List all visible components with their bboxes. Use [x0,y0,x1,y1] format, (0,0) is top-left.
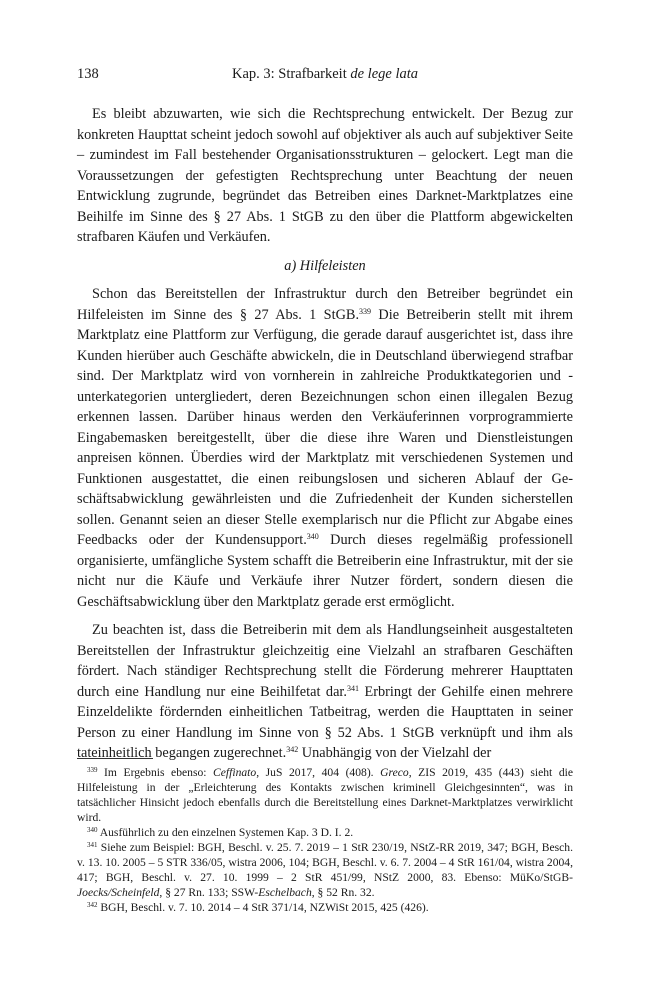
footnote-342 [77,900,573,915]
footnote-ref-342[interactable]: 342 [286,745,299,754]
footnote-number: 339 [87,766,98,774]
running-title-italic: de lege lata [350,66,419,82]
footnote-text: , JuS 2017, 404 (408). [256,766,381,779]
footnote-divider [77,758,153,759]
author-name: Ceffinato [213,766,257,779]
footnote-text: Im Ergebnis ebenso: [97,766,214,779]
running-title-text: Kap. 3: Strafbarkeit [231,66,347,82]
running-title [77,66,573,83]
author-name: Greco [380,766,409,779]
footnote-number: 341 [87,841,98,849]
main-text [77,104,573,764]
footnote-ref-341[interactable]: 341 [346,683,359,693]
paragraph-2-part-c: Durch dieses regelmäßig professionell organisierte, umfängliche System schafft die Betreiberin eine Infrastruktur, mit der sie nicht nur die Käufe und Verkäufe ihrer Nutzer fördert, sondern diesen die Geschäftsabwicklung über den Marktplatz gerade erst ermöglicht. [77,532,574,610]
author-name: Joecks/Scheinfeld [77,886,160,899]
paragraph-3-part-c: Unabhängig von der Vielzahl der [298,745,492,761]
footnote-339 [77,765,573,825]
footnote-text: , § 27 Rn. 133; SSW- [159,886,259,899]
footnote-ref-339[interactable]: 339 [359,306,372,316]
footnote-text: BGH, Beschl. v. 7. 10. 2014 – 4 StR 371/14, NZWiSt 2015, 425 (426). [97,901,429,914]
paragraph-3-part-a: Zu beachten ist, dass die Betreiberin mit dem als Handlungseinheit ausgestalteten Bereitstellen der Infrastruktur gleichzeitig eine Vielzahl an strafbaren Geschäften fördert. Nach ständiger Rechtsprechung stellt die Förderung mehrerer Haupttaten durch eine Handlung nur eine Beihilfetat dar. [77,622,573,700]
paragraph-3 [77,620,573,764]
paragraph-3-part-b: Erbringt der Gehilfe einen mehrere Einzeldelikte fördernden einheitlichen Tatbeitrag, werden die Haupttaten in seiner Person zu einer Handlung im Sinne von § 52 Abs. 1 StGB verknüpft und ihm als tateinheitlich begangen zugerechnet. [77,683,573,761]
footnote-number: 342 [87,901,98,909]
footnote-text: , ZIS 2019, 435 (443) sieht die Hilfeleistung in der „Erleichterung des Kontakts zwischen kriminell Gleichgesinnten“, was in tatsächlicher Hinsicht jedoch ebenfalls durch die Bereitstellung eines Darknet-Marktplatzes verwirklicht wird. [77,766,574,824]
author-name: Eschelbach [258,886,312,899]
section-heading: a) Hilfeleisten [284,257,366,274]
footnote-ref-340[interactable]: 340 [306,532,319,541]
footnote-text: Siehe zum Beispiel: BGH, Beschl. v. 25. 7. 2019 – 1 StR 230/19, NStZ-RR 2019, 347; BGH, Besch. v. 13. 10. 2005 – 5 STR 336/05, wistra 2006, 104; BGH, Beschl. v. 6. 7. 2004 – 4 StR 161/04, wistra 2004, 417; BGH, Beschl. v. 27. 10. 1999 – 2 StR 451/99, NStZ 2000, 83. Ebenso: MüKo/StGB- [77,841,573,884]
paragraph-2 [77,284,573,612]
paragraph-2-part-a: Schon das Bereitstellen der Infrastruktur durch den Betreiber begründet ein Hilfeleisten im Sinne des § 27 Abs. 1 StGB. [77,286,573,323]
page-header [77,66,573,86]
footnote-text: Ausführlich zu den einzelnen Systemen Kap. 3 D. I. 2. [97,826,354,839]
footnotes [77,765,573,915]
footnote-341 [77,840,573,900]
paragraph-1: Es bleibt abzuwarten, wie sich die Rechtsprechung entwickelt. Der Bezug zur konkreten Haupttat scheint jedoch sowohl auf objektiver als auch auf subjektiver Seite – zumindest im Fall bestehender Organisationsstrukturen – gelockert. Legt man die Voraussetzungen der gefestigten Rechtsprechung unter Beachtung der neuen Entwicklung zugrunde, begründet das Betreiben eines Darknet-Marktplatzes eine Beihilfe im Sinne des § 27 Abs. 1 StGB zu den über die Plattform abgewickelten strafbaren Käufen und Verkäufen. [77,106,573,245]
footnote-text: , § 52 Rn. 32. [311,886,375,899]
footnote-340 [77,825,573,840]
footnote-number: 340 [87,826,98,834]
page-number: 138 [77,66,99,82]
paragraph-2-part-b: Die Betreiberin stellt mit ihrem Marktplatz eine Plattform zur Verfügung, die gerade darauf ausgerichtet ist, dass ihre Kunden hierüber auch Geschäfte abwickeln, die in Deutschland überwiegend strafbar sind. Der Marktplatz wird von vornherein in zahlreiche Produktkategorien und -unterkategorien untergliedert, deren Bezeichnungen schon einen illegalen Bezug erkennen lassen. Darüber hinaus werden den Verkäuferinnen vorprogrammierte Eingabemasken bereitgestellt, über die diese ihre Waren und Dienstleistungen anpreisen können. Überdies wird der Marktplatz mit verschiedenen Systemen und Funktionen ausgestattet, die einen reibungslosen und sicheren Ablauf der Geschäftsabwicklung gewährleisten und die Zufriedenheit der Kunden sicherstellen sollen. Genannt seien an dieser Stelle exemplarisch nur die Pflicht zur Abgabe eines Feedbacks oder der Kundensupport. [77,306,573,548]
